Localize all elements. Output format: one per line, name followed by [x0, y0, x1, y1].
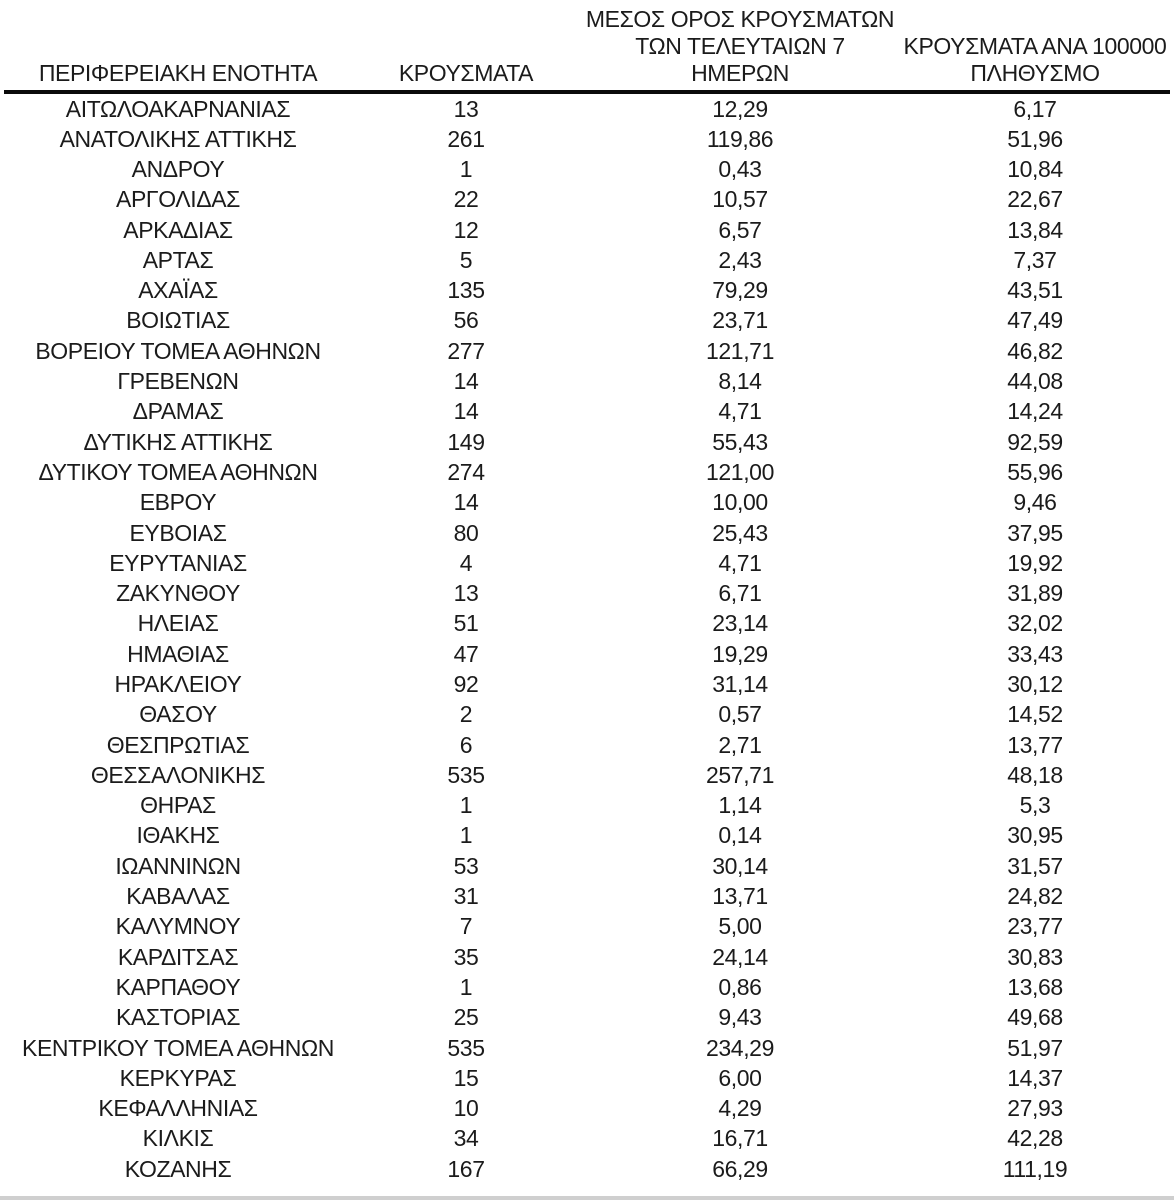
table-row — [4, 821, 1170, 851]
per100k-cell: 9,46 — [1013, 489, 1057, 516]
region-cell: ΑΝΔΡΟΥ — [131, 155, 225, 182]
region-cell: ΖΑΚΥΝΘΟΥ — [116, 580, 240, 607]
per100k-cell: 14,24 — [1007, 398, 1063, 425]
avg7-cell: 10,00 — [712, 489, 768, 516]
per100k-cell: 14,37 — [1007, 1064, 1063, 1091]
cases-cell: 47 — [453, 640, 479, 667]
table-row — [4, 639, 1170, 669]
per100k-cell: 19,92 — [1007, 549, 1063, 576]
cases-cell: 1 — [459, 792, 473, 819]
table-row — [4, 912, 1170, 942]
avg7-cell: 30,14 — [712, 852, 768, 879]
cases-cell: 56 — [453, 307, 479, 334]
avg7-cell: 6,00 — [718, 1064, 762, 1091]
cases-cell: 167 — [447, 1155, 485, 1182]
per100k-cell: 37,95 — [1007, 519, 1063, 546]
per100k-cell: 47,49 — [1007, 307, 1063, 334]
table-bottom-border — [0, 1196, 1174, 1200]
cases-cell: 149 — [447, 428, 485, 455]
header-per100k-line1: ΚΡΟΥΣΜΑΤΑ ΑΝΑ 100000 — [903, 33, 1167, 59]
region-cell: ΘΕΣΣΑΛΟΝΙΚΗΣ — [90, 761, 266, 788]
table-row — [4, 154, 1170, 184]
per100k-cell: 111,19 — [1002, 1155, 1068, 1182]
per100k-cell: 30,95 — [1007, 822, 1063, 849]
avg7-cell: 24,14 — [712, 943, 768, 970]
cases-cell: 13 — [453, 95, 479, 122]
table-row — [4, 1033, 1170, 1063]
cases-cell: 13 — [453, 580, 479, 607]
per100k-cell: 92,59 — [1007, 428, 1063, 455]
cases-cell: 25 — [453, 1004, 479, 1031]
region-cell: ΒΟΡΕΙΟΥ ΤΟΜΕΑ ΑΘΗΝΩΝ — [35, 337, 321, 364]
per100k-cell: 46,82 — [1007, 337, 1063, 364]
avg7-cell: 10,57 — [712, 186, 768, 213]
header-per100k-line2: ΠΛΗΘΥΣΜΟ — [970, 60, 1100, 86]
table-row — [4, 336, 1170, 366]
table-row — [4, 306, 1170, 336]
region-cell: ΑΝΑΤΟΛΙΚΗΣ ΑΤΤΙΚΗΣ — [59, 125, 297, 152]
region-cell: ΚΑΣΤΟΡΙΑΣ — [115, 1004, 241, 1031]
table-row — [4, 851, 1170, 881]
table-row — [4, 972, 1170, 1002]
table-row — [4, 397, 1170, 427]
region-cell: ΚΑΡΠΑΘΟΥ — [115, 973, 241, 1000]
region-cell: ΚΕΦΑΛΛΗΝΙΑΣ — [98, 1095, 258, 1122]
cases-cell: 135 — [447, 277, 485, 304]
per100k-cell: 49,68 — [1007, 1004, 1063, 1031]
cases-cell: 31 — [453, 883, 479, 910]
per100k-cell: 30,83 — [1007, 943, 1063, 970]
region-cell: ΕΥΡΥΤΑΝΙΑΣ — [109, 549, 247, 576]
table-row — [4, 1003, 1170, 1033]
per100k-cell: 7,37 — [1013, 246, 1057, 273]
per100k-cell: 33,43 — [1007, 640, 1063, 667]
avg7-cell: 1,14 — [718, 792, 762, 819]
table-row — [4, 548, 1170, 578]
cases-table — [4, 0, 1170, 1184]
cases-cell: 14 — [453, 398, 479, 425]
cases-cell: 12 — [453, 216, 479, 243]
per100k-cell: 13,68 — [1007, 973, 1063, 1000]
avg7-cell: 55,43 — [712, 428, 768, 455]
avg7-cell: 121,71 — [706, 337, 774, 364]
table-row — [4, 124, 1170, 154]
region-cell: ΘΗΡΑΣ — [140, 792, 216, 819]
table-row — [4, 669, 1170, 699]
cases-cell: 277 — [447, 337, 485, 364]
cases-cell: 92 — [453, 670, 479, 697]
avg7-cell: 16,71 — [712, 1125, 768, 1152]
table-header — [4, 0, 1170, 92]
cases-cell: 34 — [453, 1125, 479, 1152]
region-cell: ΔΥΤΙΚΟΥ ΤΟΜΕΑ ΑΘΗΝΩΝ — [38, 458, 318, 485]
cases-cell: 1 — [459, 155, 473, 182]
avg7-cell: 119,86 — [706, 125, 774, 152]
cases-cell: 1 — [459, 822, 473, 849]
per100k-cell: 30,12 — [1007, 670, 1063, 697]
region-cell: ΙΩΑΝΝΙΝΩΝ — [115, 852, 241, 879]
table-row — [4, 1094, 1170, 1124]
per100k-cell: 5,3 — [1019, 792, 1051, 819]
table-row — [4, 245, 1170, 275]
region-cell: ΑΡΓΟΛΙΔΑΣ — [116, 186, 240, 213]
table-body — [4, 92, 1170, 1184]
cases-cell: 261 — [447, 125, 485, 152]
avg7-cell: 8,14 — [718, 368, 762, 395]
per100k-cell: 14,52 — [1007, 701, 1063, 728]
table-row — [4, 881, 1170, 911]
region-cell: ΑΧΑΪΑΣ — [138, 277, 218, 304]
avg7-cell: 6,71 — [718, 580, 762, 607]
table-row — [4, 92, 1170, 124]
avg7-cell: 23,14 — [712, 610, 768, 637]
header-avg7-line3: ΗΜΕΡΩΝ — [691, 60, 789, 86]
per100k-cell: 6,17 — [1013, 95, 1057, 122]
per100k-cell: 10,84 — [1007, 155, 1063, 182]
cases-cell: 274 — [447, 458, 485, 485]
per100k-cell: 27,93 — [1007, 1095, 1063, 1122]
avg7-cell: 5,00 — [718, 913, 762, 940]
avg7-cell: 23,71 — [712, 307, 768, 334]
avg7-cell: 0,43 — [718, 155, 762, 182]
per100k-cell: 48,18 — [1007, 761, 1063, 788]
region-cell: ΑΡΤΑΣ — [142, 246, 214, 273]
avg7-cell: 234,29 — [706, 1034, 774, 1061]
cases-cell: 80 — [453, 519, 479, 546]
cases-cell: 53 — [453, 852, 479, 879]
table-row — [4, 609, 1170, 639]
per100k-cell: 31,57 — [1007, 852, 1063, 879]
per100k-cell: 43,51 — [1007, 277, 1063, 304]
region-cell: ΔΡΑΜΑΣ — [132, 398, 224, 425]
table-row — [4, 1063, 1170, 1093]
per100k-cell: 13,77 — [1007, 731, 1063, 758]
table-row — [4, 791, 1170, 821]
region-cell: ΗΡΑΚΛΕΙΟΥ — [114, 670, 242, 697]
cases-cell: 6 — [459, 731, 473, 758]
table-row — [4, 185, 1170, 215]
avg7-cell: 4,71 — [718, 398, 762, 425]
region-cell: ΗΜΑΘΙΑΣ — [127, 640, 229, 667]
cases-cell: 10 — [453, 1095, 479, 1122]
cases-cell: 14 — [453, 368, 479, 395]
per100k-cell: 55,96 — [1007, 458, 1063, 485]
avg7-cell: 0,57 — [718, 701, 762, 728]
region-cell: ΚΑΡΔΙΤΣΑΣ — [117, 943, 239, 970]
cases-cell: 1 — [459, 973, 473, 1000]
per100k-cell: 32,02 — [1007, 610, 1063, 637]
cases-cell: 15 — [453, 1064, 479, 1091]
table-row — [4, 215, 1170, 245]
region-cell: ΚΑΛΥΜΝΟΥ — [115, 913, 241, 940]
per100k-cell: 42,28 — [1007, 1125, 1063, 1152]
header-region-label: ΠΕΡΙΦΕΡΕΙΑΚΗ ΕΝΟΤΗΤΑ — [38, 60, 318, 86]
region-cell: ΚΙΛΚΙΣ — [142, 1125, 214, 1152]
table-row — [4, 457, 1170, 487]
region-cell: ΑΙΤΩΛΟΑΚΑΡΝΑΝΙΑΣ — [65, 95, 291, 122]
cases-cell: 2 — [459, 701, 473, 728]
table-row — [4, 730, 1170, 760]
per100k-cell: 31,89 — [1007, 580, 1063, 607]
table-row — [4, 1154, 1170, 1184]
per100k-cell: 51,97 — [1007, 1034, 1063, 1061]
header-cases — [352, 0, 580, 92]
header-avg7-line1: ΜΕΣΟΣ ΟΡΟΣ ΚΡΟΥΣΜΑΤΩΝ — [585, 6, 895, 32]
avg7-cell: 12,29 — [712, 95, 768, 122]
region-cell: ΔΥΤΙΚΗΣ ΑΤΤΙΚΗΣ — [83, 428, 273, 455]
per100k-cell: 44,08 — [1007, 368, 1063, 395]
region-cell: ΘΕΣΠΡΩΤΙΑΣ — [106, 731, 250, 758]
table-row — [4, 760, 1170, 790]
avg7-cell: 2,71 — [718, 731, 762, 758]
per100k-cell: 13,84 — [1007, 216, 1063, 243]
avg7-cell: 13,71 — [712, 883, 768, 910]
cases-cell: 22 — [453, 186, 479, 213]
avg7-cell: 6,57 — [718, 216, 762, 243]
cases-cell: 5 — [459, 246, 473, 273]
table-row — [4, 275, 1170, 305]
avg7-cell: 4,71 — [718, 549, 762, 576]
region-cell: ΑΡΚΑΔΙΑΣ — [123, 216, 233, 243]
table-row — [4, 1124, 1170, 1154]
region-cell: ΕΒΡΟΥ — [139, 489, 217, 516]
avg7-cell: 121,00 — [706, 458, 774, 485]
cases-cell: 535 — [447, 761, 485, 788]
header-avg7 — [580, 0, 900, 92]
avg7-cell: 79,29 — [712, 277, 768, 304]
avg7-cell: 19,29 — [712, 640, 768, 667]
table-row — [4, 366, 1170, 396]
avg7-cell: 31,14 — [712, 670, 768, 697]
header-per100k — [900, 0, 1170, 92]
table-row — [4, 942, 1170, 972]
per100k-cell: 51,96 — [1007, 125, 1063, 152]
region-cell: ΚΑΒΑΛΑΣ — [126, 883, 230, 910]
per100k-cell: 22,67 — [1007, 186, 1063, 213]
cases-cell: 535 — [447, 1034, 485, 1061]
region-cell: ΕΥΒΟΙΑΣ — [129, 519, 227, 546]
avg7-cell: 0,86 — [718, 973, 762, 1000]
region-cell: ΘΑΣΟΥ — [139, 701, 217, 728]
avg7-cell: 9,43 — [718, 1004, 762, 1031]
table-row — [4, 578, 1170, 608]
cases-cell: 51 — [453, 610, 479, 637]
header-region — [4, 0, 352, 92]
avg7-cell: 2,43 — [718, 246, 762, 273]
region-cell: ΗΛΕΙΑΣ — [137, 610, 219, 637]
avg7-cell: 257,71 — [706, 761, 774, 788]
cases-cell: 35 — [453, 943, 479, 970]
avg7-cell: 4,29 — [718, 1095, 762, 1122]
cases-cell: 7 — [459, 913, 473, 940]
cases-cell: 14 — [453, 489, 479, 516]
avg7-cell: 66,29 — [712, 1155, 768, 1182]
table-row — [4, 488, 1170, 518]
table-row — [4, 700, 1170, 730]
header-cases-label: ΚΡΟΥΣΜΑΤΑ — [398, 60, 534, 86]
region-cell: ΓΡΕΒΕΝΩΝ — [117, 368, 239, 395]
per100k-cell: 24,82 — [1007, 883, 1063, 910]
table-row — [4, 427, 1170, 457]
region-cell: ΙΘΑΚΗΣ — [136, 822, 220, 849]
region-cell: ΚΕΡΚΥΡΑΣ — [119, 1064, 237, 1091]
region-cell: ΚΕΝΤΡΙΚΟΥ ΤΟΜΕΑ ΑΘΗΝΩΝ — [22, 1034, 334, 1061]
header-row — [4, 0, 1170, 92]
table-row — [4, 518, 1170, 548]
avg7-cell: 0,14 — [718, 822, 762, 849]
header-avg7-line2: ΤΩΝ ΤΕΛΕΥΤΑΙΩΝ 7 — [635, 33, 845, 59]
region-cell: ΚΟΖΑΝΗΣ — [124, 1155, 232, 1182]
avg7-cell: 25,43 — [712, 519, 768, 546]
per100k-cell: 23,77 — [1007, 913, 1063, 940]
region-cell: ΒΟΙΩΤΙΑΣ — [126, 307, 230, 334]
page-spacer — [0, 1184, 1174, 1194]
cases-cell: 4 — [459, 549, 473, 576]
